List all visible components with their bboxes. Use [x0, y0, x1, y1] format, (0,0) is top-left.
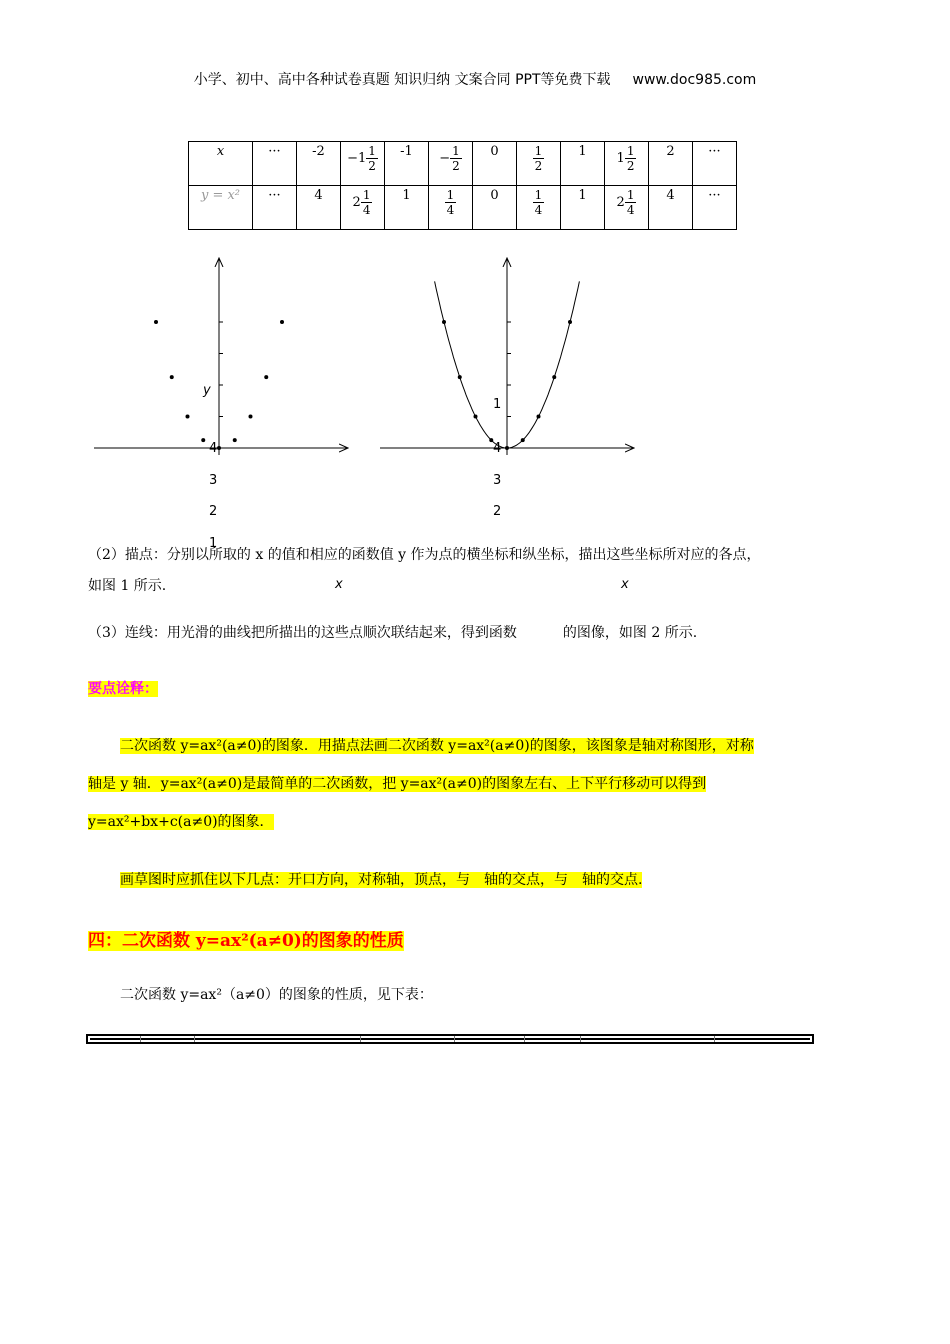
fig1-tick-marks [219, 322, 223, 417]
x-cell: 1 [561, 142, 605, 186]
data-point [217, 446, 221, 450]
x-cell [429, 142, 473, 186]
denominator: 4 [446, 203, 455, 217]
y-cell [429, 186, 473, 230]
data-point [201, 438, 205, 442]
note-heading-wrap [88, 678, 158, 698]
note-2 [120, 869, 642, 891]
figure-1-points [88, 250, 358, 460]
denominator: 2 [534, 159, 543, 173]
data-point [154, 320, 158, 324]
x-header-cell: x [189, 142, 253, 186]
y-cell [517, 186, 561, 230]
x-cell: 2 [649, 142, 693, 186]
step-3-tail: 的图像，如图 2 所示. [562, 625, 698, 641]
y-cell: 1 [561, 186, 605, 230]
fig1-num-4: 4 [209, 441, 218, 456]
whole-part: 1 [616, 151, 625, 166]
y-cell: 4 [297, 186, 341, 230]
note-1-line-1 [120, 735, 754, 757]
denominator: 2 [368, 159, 376, 173]
x-cell [605, 142, 649, 186]
fig1-num-2: 2 [209, 504, 218, 519]
y-header-cell: y = x² [189, 186, 253, 230]
x-whole [347, 151, 366, 166]
data-point [233, 438, 237, 442]
section-heading-wrap [88, 926, 404, 951]
denominator: 4 [626, 203, 635, 217]
fraction [533, 144, 545, 173]
x-cell: ··· [253, 142, 297, 186]
numerator: 1 [626, 144, 635, 158]
numerator: 1 [446, 188, 455, 202]
data-point [170, 375, 174, 379]
properties-table-collapsed [86, 1034, 814, 1044]
numerator: 1 [626, 188, 635, 202]
y-cell [605, 186, 649, 230]
numerator: 1 [452, 144, 460, 158]
fig1-x-label: x [335, 577, 343, 592]
note-2-a: 画草图时应抓住以下几点：开口方向，对称轴，顶点，与 [120, 872, 470, 888]
figure-2-curve [374, 250, 644, 460]
x-cell: -2 [297, 142, 341, 186]
y-cell: ··· [693, 186, 737, 230]
numerator: 1 [534, 188, 543, 202]
data-point [552, 375, 556, 379]
whole-part: 2 [616, 195, 625, 210]
note-1-line-1-text: 二次函数 y=ax²(a≠0)的图象．用描点法画二次函数 y=ax²(a≠0)的图象，该图象是轴对称图形，对称 [120, 738, 754, 754]
data-point [280, 320, 284, 324]
y-row [189, 186, 737, 230]
sign: − [439, 151, 451, 166]
numerator: 1 [534, 144, 543, 158]
data-point [474, 415, 478, 419]
data-point [568, 320, 572, 324]
y-cell: 4 [649, 186, 693, 230]
fig1-num-3: 3 [209, 473, 218, 488]
y-whole [617, 195, 625, 210]
y-cell [341, 186, 385, 230]
note-heading: 要点诠释： [88, 681, 158, 697]
section-intro: 二次函数 y=ax²（a≠0）的图象的性质，见下表： [120, 987, 433, 1003]
value-table [188, 141, 737, 230]
section-heading: 四：二次函数 y=ax²(a≠0)的图象的性质 [88, 931, 404, 951]
denominator: 2 [452, 159, 460, 173]
fraction [533, 188, 545, 217]
whole-part: 2 [352, 195, 361, 210]
fraction [625, 144, 637, 173]
step-2-line-1: （2）描点：分别以所取的 x 的值和相应的函数值 y 作为点的横坐标和纵坐标，描出这些坐标所对应的各点， [88, 547, 761, 563]
fraction [445, 188, 457, 217]
x-cell [517, 142, 561, 186]
x-whole [439, 151, 450, 166]
header-text: 小学、初中、高中各种试卷真题 知识归纳 文案合同 PPT等免费下载 [193, 72, 611, 88]
denominator: 4 [362, 203, 371, 217]
data-point [458, 375, 462, 379]
fig2-tick-marks [507, 322, 511, 417]
header-url[interactable]: www.doc985.com [632, 72, 757, 88]
fraction [625, 188, 637, 217]
denominator: 4 [534, 203, 543, 217]
step-3-text [88, 622, 697, 644]
page-header [0, 69, 950, 89]
data-point [537, 415, 541, 419]
fig2-x-label: x [621, 577, 629, 592]
fraction [366, 144, 378, 173]
fraction [450, 144, 462, 173]
x-cell: ··· [693, 142, 737, 186]
sign: − [347, 151, 358, 166]
fig1-y-label: y [203, 383, 211, 398]
y-whole [353, 195, 361, 210]
note-1-line-3 [88, 811, 274, 833]
fig2-num-4: 4 [493, 441, 502, 456]
note-1-line-2-text: 轴是 y 轴．y=ax²(a≠0)是最简单的二次函数，把 y=ax²(a≠0)的图象左右、上下平行移动可以得到 [88, 776, 707, 792]
x-cell: -1 [385, 142, 429, 186]
note-1-line-2 [88, 773, 706, 795]
x-cell [341, 142, 385, 186]
whole-part: 1 [357, 151, 367, 166]
numerator: 1 [368, 144, 376, 158]
step-3-main: （3）连线：用光滑的曲线把所描出的这些点顺次联结起来，得到函数 [88, 625, 517, 641]
fig2-num-3: 3 [493, 473, 502, 488]
note-2-c: 轴的交点. [582, 872, 643, 888]
x-whole [617, 151, 625, 166]
note-2-b: 轴的交点，与 [484, 872, 568, 888]
data-point [505, 446, 509, 450]
fig1-num-1: 1 [209, 536, 218, 551]
data-point [249, 415, 253, 419]
y-cell: 0 [473, 186, 517, 230]
x-cell: 0 [473, 142, 517, 186]
fig2-num-1: 1 [493, 397, 502, 412]
fig2-num-2: 2 [493, 504, 502, 519]
data-point [186, 415, 190, 419]
x-row [189, 142, 737, 186]
y-cell: ··· [253, 186, 297, 230]
numerator: 1 [362, 188, 371, 202]
data-point [521, 438, 525, 442]
y-cell: 1 [385, 186, 429, 230]
step-2-line-2: 如图 1 所示. [88, 578, 167, 594]
denominator: 2 [626, 159, 635, 173]
data-point [264, 375, 268, 379]
data-point [442, 320, 446, 324]
note-1-line-3-text: y=ax²+bx+c(a≠0)的图象． [88, 814, 274, 830]
fraction [361, 188, 373, 217]
